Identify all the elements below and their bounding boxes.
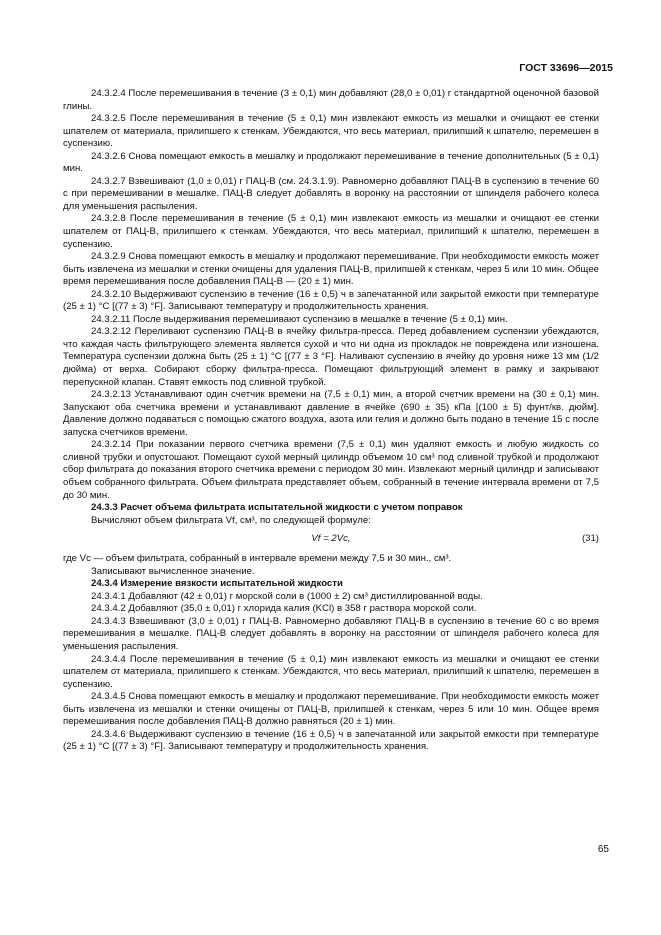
formula-expression: Vf = 2Vc, <box>311 533 351 545</box>
paragraph-24-3-4-1: 24.3.4.1 Добавляют (42 ± 0,01) г морской соли в (1000 ± 2) см³ дистиллированной воды. <box>91 590 483 602</box>
paragraph-24-3-2-9: 24.3.2.9 Снова помещают емкость в мешалку и продолжают перемешивание. При необходимости емкость может быть извлечена из мешалки и стенки очищены для удаления ПАЦ-В, прилипшей к стенкам, через 5 или 10 мин. Общее время перемешивания после добавления ПАЦ-В — (20 ± 1) мин. <box>63 251 599 288</box>
paragraph-24-3-2-10: 24.3.2.10 Выдерживают суспензию в течение (16 ± 0,5) ч в запечатанной или закрытой емкости при температуре (25 ± 1) °С [(77 ± 3) °F]. Записывают температуру и продолжительность хранения. <box>63 288 599 313</box>
paragraph-24-3-2-14: 24.3.2.14 При показании первого счетчика времени (7,5 ± 0,1) мин удаляют емкость и любую жидкость со сливной трубки и опустошают. Помещают сухой мерный цилиндр объемом 10 см³ под сливной трубкой и продолжают сбор фильтрата до показания второго счетчика времени с периодом 30 мин. Извлекают мерный цилиндр и записывают объем собранного фильтрата. Объем фильтрата представляет объем, собранный в течение интервала времени от 7,5 до 30 мин. <box>63 439 599 501</box>
document-body <box>63 88 599 754</box>
formula-intro: Вычисляют объем фильтрата Vf, см³, по следующей формуле: <box>91 514 371 526</box>
paragraph-24-3-2-12: 24.3.2.12 Переливают суспензию ПАЦ-В в ячейку фильтра-пресса. Перед добавлением суспензии убеждаются, что каждая часть фильтрующего элемента является сухой и что ни одна из прокладок не повреждена или изношена. Температура суспензии должна быть (25 ± 1) °С [(77 ± 3 °F]. Наливают суспензию в ячейку до уровня ниже 13 мм (1/2 дюйма) от верха. Собирают сборку фильтра-пресса. Помещают фильтрующий элемент в рамку и закрывают перепускной клапан. Ставят емкость под сливной трубкой. <box>63 326 599 388</box>
page-number: 65 <box>597 844 609 855</box>
paragraph-24-3-2-13: 24.3.2.13 Устанавливают один счетчик времени на (7,5 ± 0,1) мин, а второй счетчик времени на (30 ± 0,1) мин. Запускают оба счетчика времени и устанавливают давление в ячейке (690 ± 35) кПа [(100 ± 5) фунт/кв. дюйм]. Давление должно подаваться с помощью сжатого воздуха, азота или гелия и должно быть подано в течение 15 с после запуска счетчиков времени. <box>63 389 599 438</box>
section-heading-24-3-4: 24.3.4 Измерение вязкости испытательной жидкости <box>91 578 343 590</box>
formula-number: (31) <box>581 533 599 545</box>
paragraph-24-3-4-2: 24.3.4.2 Добавляют (35,0 ± 0,01) г хлорида калия (KCl) в 358 г раствора морской соли. <box>91 603 477 615</box>
paragraph-24-3-2-6: 24.3.2.6 Снова помещают емкость в мешалку и продолжают перемешивание в течение дополнительных (5 ± 0,1) мин. <box>63 150 599 175</box>
paragraph-24-3-4-3: 24.3.4.3 Взвешивают (3,0 ± 0,01) г ПАЦ-В. Равномерно добавляют ПАЦ-В в суспензию в течение 60 с во время перемешивания в мешалке. ПАЦ-В следует добавлять в воронку на расстоянии от шпинделя рабочего колеса для уменьшения распыления. <box>63 615 599 652</box>
paragraph-24-3-2-11: 24.3.2.11 После выдерживания перемешивают суспензию в мешалке в течение (5 ± 0,1) мин. <box>91 313 508 325</box>
standard-header: ГОСТ 33696—2015 <box>519 62 613 74</box>
paragraph-24-3-4-6: 24.3.4.6 Выдерживают суспензию в течение (16 ± 0,5) ч в запечатанной или закрытой емкости при температуре (25 ± 1) °С [(77 ± 3) °F]. Записывают температуру и продолжительность хранения. <box>63 728 599 753</box>
paragraph-24-3-2-8: 24.3.2.8 После перемешивания в течение (5 ± 0,1) мин извлекают емкость из мешалки и очищают ее стенки шпателем от ПАЦ-В, прилипшего к стенкам. Убеждаются, что весь материал, прилипший к шпателю, перемешен в суспензию. <box>63 213 599 250</box>
paragraph-24-3-2-4: 24.3.2.4 После перемешивания в течение (3 ± 0,1) мин добавляют (28,0 ± 0,01) г стандартной оценочной базовой глины. <box>63 88 599 112</box>
paragraph-24-3-4-4: 24.3.4.4 После перемешивания в течение (5 ± 0,1) мин извлекают емкость из мешалки и очищают ее стенки шпателем от материала, прилипшего к стенкам. Убеждаются, что весь материал, прилипший к шпателю, перемешен в суспензию. <box>63 653 599 690</box>
formula-where: где Vc — объем фильтрата, собранный в интервале времени между 7,5 и 30 мин., см³. <box>63 553 452 565</box>
paragraph-24-3-2-5: 24.3.2.5 После перемешивания в течение (5 ± 0,1) мин извлекают емкость из мешалки и очищают ее стенки шпателем от материала, прилипшего к стенкам. Убеждаются, что весь материал, прилипший к шпателю, перемешен в суспензию. <box>63 113 599 150</box>
paragraph-24-3-2-7: 24.3.2.7 Взвешивают (1,0 ± 0,01) г ПАЦ-В (см. 24.3.1.9). Равномерно добавляют ПАЦ-В в суспензию в течение 60 с при перемешивании в мешалке. ПАЦ-В следует добавлять в воронку на расстоянии от шпинделя рабочего колеса для уменьшения распыления. <box>63 175 599 212</box>
section-heading-24-3-3: 24.3.3 Расчет объема фильтрата испытательной жидкости с учетом поправок <box>91 502 463 514</box>
paragraph-24-3-4-5: 24.3.4.5 Снова помещают емкость в мешалку и продолжают перемешивание. При необходимости емкость может быть извлечена из мешалки и стенки очищены от ПАЦ-В, прилипшей к стенкам, через 5 или 10 мин. Общее время перемешивания после добавления ПАЦ-В должно равняться (20 ± 1) мин. <box>63 691 599 728</box>
record-value-note: Записывают вычисленное значение. <box>91 565 255 577</box>
formula-31 <box>63 528 599 552</box>
